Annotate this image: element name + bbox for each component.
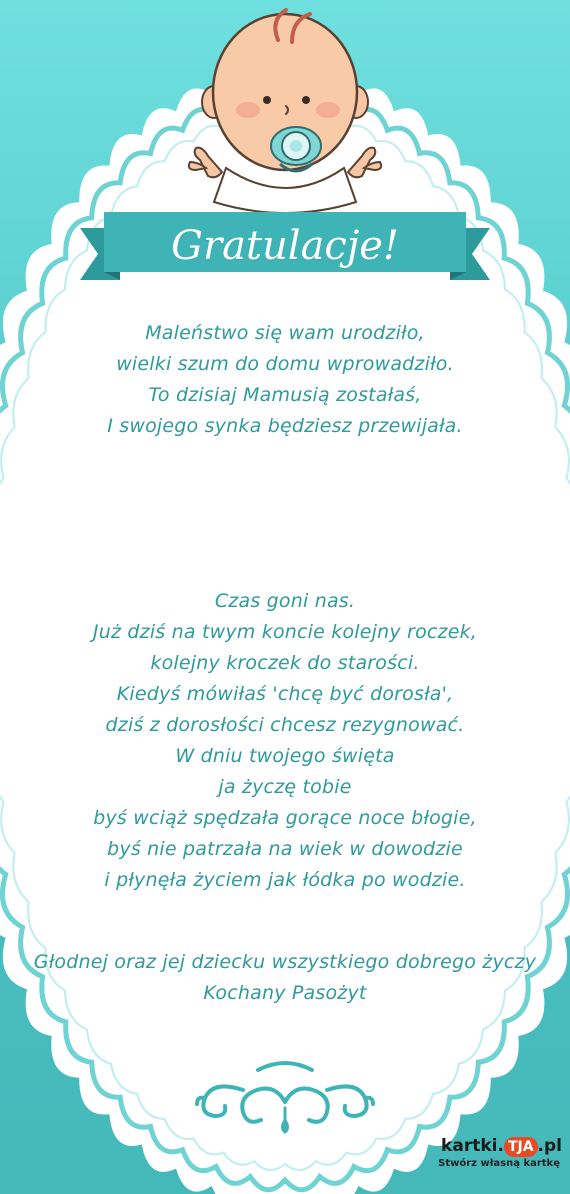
- poem-line: Maleństwo się wam urodziło,: [145, 322, 425, 344]
- poem-line: i płynęła życiem jak łódka po wodzie.: [104, 869, 466, 891]
- poem-stanza-1: [0, 318, 570, 442]
- poem-stanza-2: [0, 586, 570, 896]
- logo-badge: TJA: [504, 1137, 538, 1157]
- poem-line: Kochany Pasożyt: [203, 982, 367, 1004]
- poem-line: To dzisiaj Mamusią zostałaś,: [148, 384, 422, 406]
- poem-line: Już dziś na twym koncie kolejny roczek,: [92, 621, 478, 643]
- poem-line: Czas goni nas.: [214, 590, 356, 612]
- poem-line: byś nie patrzała na wiek w dowodzie: [107, 838, 463, 860]
- poem-closing: [0, 947, 570, 1009]
- poem-line: byś wciąż spędzała gorące noce błogie,: [93, 807, 477, 829]
- poem-line: dziś z dorosłości chcesz rezygnować.: [105, 714, 465, 736]
- logo-wordmark: kartki. TJA .pl: [441, 1136, 562, 1156]
- card-title: Gratulacje!: [171, 223, 399, 269]
- poem-line: W dniu twojego święta: [175, 745, 395, 767]
- poem-line: ja życzę tobie: [218, 776, 352, 798]
- kartki-logo[interactable]: [410, 1136, 562, 1180]
- poem-line: I swojego synka będziesz przewijała.: [107, 415, 463, 437]
- poem-line: Głodnej oraz jej dziecku wszystkiego dobrego życzy: [33, 951, 537, 973]
- poem-line: kolejny kroczek do starości.: [150, 652, 420, 674]
- poem-line: wielki szum do domu wprowadziło.: [116, 353, 454, 375]
- logo-tagline: Stwórz własną kartkę: [438, 1158, 560, 1169]
- poem-line: Kiedyś mówiłaś 'chcę być dorosła',: [116, 683, 454, 705]
